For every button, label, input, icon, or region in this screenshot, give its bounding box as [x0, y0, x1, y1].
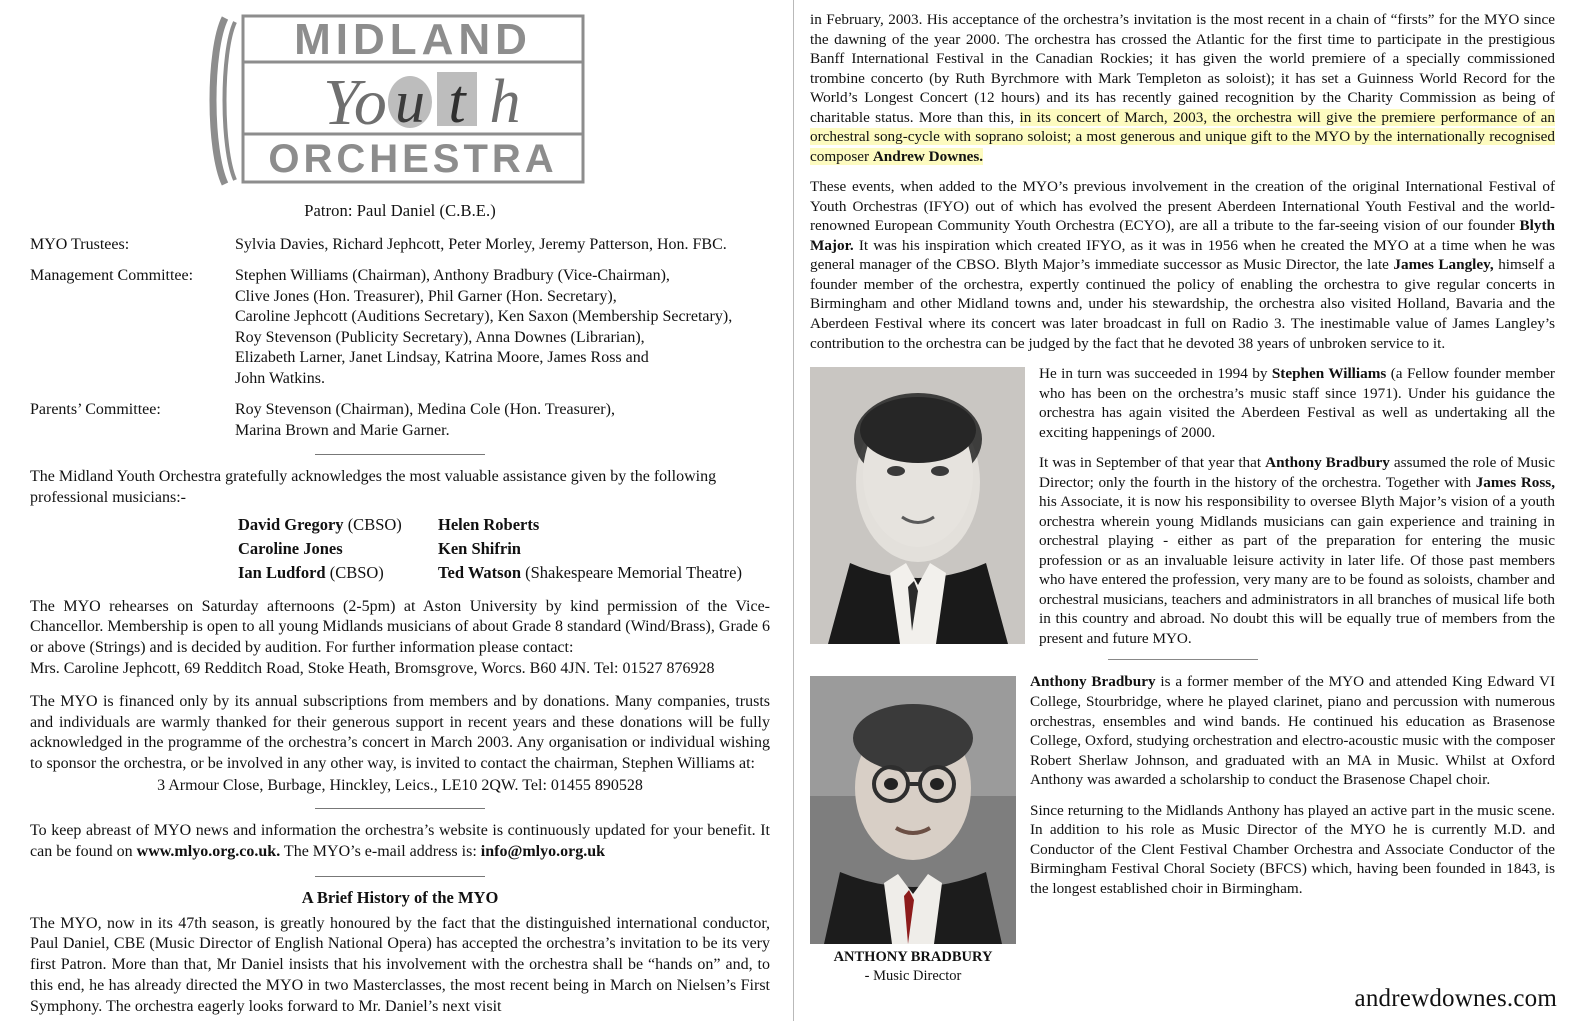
musician-row: [30, 537, 770, 561]
acknowledgement-paragraph: The Midland Youth Orchestra gratefully acknowledges the most valuable assistance given by the following professional musicians:-: [30, 468, 717, 507]
committee-member-line: John Watkins.: [235, 369, 325, 387]
chairman-address: 3 Armour Close, Burbage, Hinckley, Leics., LE10 2QW. Tel: 01455 890528: [157, 776, 643, 794]
founder-text-c: himself a founder member of the orchestra, expertly continued the policy of enabling the orchestra to give regular concerts in Birmingham and other Midland towns and, under his stewardship, the orchestra also visited Holland, Bavaria and the Aberdeen Festival where its concert was later broadcast in full on Radio 3. The inestimable value of James Langley’s contribution to the orchestra can be judged by the fact that he devoted 38 years of unbroken service to it.: [810, 256, 1556, 352]
bradbury-bio-text: is a former member of the MYO and attended King Edward VI College, Stourbridge, where he played clarinet, piano and percussion with numerous orchestras, ensembles and wind bands. He continued his education as Brasenose College, Oxford, studying orchestration and electro-acoustic music with the composer Robert Sherlaw Johnson, and graduated with an MA in Music. Whilst at Oxford Anthony was awarded a scholarship to conduct the Brasenose Chapel choir.: [1030, 673, 1555, 789]
anthony-bradbury-name: Anthony Bradbury: [1265, 454, 1390, 472]
finance-paragraph: The MYO is financed only by its annual subscriptions from members and by donations. Many companies, trusts and individuals are warmly thanked for their generous support in recent years and these donations will be fully acknowledged in the programme of the orchestra’s concert in March 2003. Any organisation or individual wishing to sponsor the orchestra, or be involved in any other way, is invited to contact the chairman, Stephen Williams at:: [30, 692, 770, 773]
section-divider: [315, 876, 485, 877]
paragraph-bradbury-midlands: Since returning to the Midlands Anthony has played an active part in the music scene. In addition to his role as Music Director of the MYO he is currently M.D. and Conductor of the Clent Festival Chamber Orchestra and Associate Conductor of the Birmingham Festival Choral Society (BFCS) which, having been founded in 1843, is the longest established choir in Birmingham.: [1030, 801, 1555, 897]
musician-suffix: (CBSO): [343, 514, 402, 534]
svg-text:MIDLAND: MIDLAND: [294, 15, 532, 64]
paragraph-firsts: [810, 10, 1555, 166]
musician-name: Ian Ludford: [238, 562, 326, 582]
founder-text-b: It was his inspiration which created IFYO, as it was in 1956 when he created the MYO at a time when he was general manager of the CBSO. Blyth Major’s immediate successor as Music Director, the late: [810, 236, 1555, 274]
musician-cell: [238, 561, 438, 585]
footer-website[interactable]: andrewdownes.com: [1354, 985, 1557, 1012]
musician-name: David Gregory: [238, 514, 344, 534]
founder-name: Blyth Major.: [810, 217, 1555, 254]
musician-row: [30, 561, 770, 585]
anthony-bradbury-name: Anthony Bradbury: [1030, 673, 1156, 691]
committee-member-line: Elizabeth Larner, Janet Lindsay, Katrina Moore, James Ross and: [235, 349, 649, 367]
succession-text-b: (a Fellow founder member who has been on the orchestra’s music staff since 1971). Under his guidance the orchestra has again visited the Aberdeen Festival as well as undertaking all the exciting happenings of 2000.: [1039, 365, 1555, 441]
musician-name: Ted Watson: [438, 562, 521, 582]
website-url[interactable]: www.mlyo.org.co.uk.: [136, 842, 281, 860]
anthony-bradbury-caption-name: ANTHONY BRADBURY: [833, 949, 993, 966]
paragraph-firsts-text: in February, 2003. His acceptance of the orchestra’s invitation is the most recent in a chain of “firsts” for the MYO since the dawning of the year 2000. The orchestra has crossed the Atlantic for the first time to participate in the prestigious Banff International Festival in the Canadian Rockies; it has given the world premiere of a specially commissioned trombine concerto (by Ruth Byrchmore with Mark Templeton as soloist); it has set a Guinness World Record for the World’s Longest Concert (12 hours) and its has recently gained recognition by the Charity Commission as being of charitable status. More than this,: [810, 11, 1555, 126]
founder-text-a: These events, when added to the MYO’s previous involvement in the creation of the original International Festival of Youth Orchestras (IFYO) out of which has evolved the present Aberdeen International Youth Festival and the world-renowned European Community Youth Orchestra (ECYO), are all a tribute to the far-seeing vision of our founder: [810, 178, 1555, 235]
music-director-text-b: assumed the role of Music Director; only the fourth in the history of the orchestra. Together with: [1039, 454, 1555, 491]
column-divider: [793, 0, 794, 1021]
musician-cell: [438, 513, 770, 537]
section-divider: [315, 454, 485, 455]
committee-members: [235, 266, 770, 389]
email-address[interactable]: info@mlyo.org.uk: [480, 842, 605, 860]
committee-row-trustees: [30, 235, 770, 255]
svg-text:h: h: [489, 68, 521, 136]
committee-members: [235, 400, 770, 441]
committee-members: [235, 235, 770, 255]
james-langley-name: James Langley,: [1393, 256, 1494, 274]
committee-member-line: Caroline Jephcott (Auditions Secretary), Ken Saxon (Membership Secretary),: [235, 308, 733, 326]
brief-history-title: A Brief History of the MYO: [301, 887, 499, 907]
patron-line: Patron: Paul Daniel (C.B.E.): [304, 201, 496, 220]
svg-text:u: u: [395, 69, 425, 135]
anthony-bradbury-caption-role: - Music Director: [864, 968, 962, 985]
musician-cell: [438, 537, 770, 561]
committee-label: MYO Trustees:: [30, 236, 130, 253]
rehearsal-contact: Mrs. Caroline Jephcott, 69 Redditch Road, Stoke Heath, Bromsgrove, Worcs. B60 4JN. Tel: 01527 876928: [30, 659, 715, 677]
musician-suffix: (Shakespeare Memorial Theatre): [521, 562, 742, 582]
rehearsal-paragraph: The MYO rehearses on Saturday afternoons (2-5pm) at Aston University by kind permission of the Vice-Chancellor. Membership is open to all young Midlands musicians of about Grade 8 standard (Wind/Brass), Grade 6 or above (Strings) and is decided by audition. For further information please contact:: [30, 597, 770, 657]
right-column: [800, 0, 1575, 1021]
musician-cell: [438, 561, 770, 585]
committee-member-line: Marina Brown and Marie Garner.: [235, 421, 450, 439]
section-divider: [1108, 659, 1258, 660]
musician-name: Helen Roberts: [438, 514, 540, 534]
music-director-text-a: It was in September of that year that: [1039, 454, 1266, 472]
website-text-a: To keep abreast of MYO news and information the orchestra’s website is continuously updated for your benefit. It can be found on: [30, 821, 770, 860]
anthony-bradbury-photo: [810, 676, 1016, 944]
musician-cell: [238, 537, 438, 561]
composer-name: Andrew Downes.: [872, 147, 984, 165]
stephen-williams-name: Stephen Williams: [1271, 365, 1387, 383]
succession-text-a: He in turn was succeeded in 1994 by: [1039, 365, 1272, 383]
music-director-text-c: his Associate, it is now his responsibility to oversee Blyth Major’s vision of a youth orchestra wherein young Midlands musicians can gain experience and training in orchestral playing - either as part of the preparation for entering the music profession or as an invaluable leisure activity in later life. Of those past members who have entered the profession, very many are to be found as soloists, chamber and orchestral musicians, teachers and administrators in all branches of musical life both in this country and abroad. No doubt this will be equally true of members from the present and future MYO.: [1039, 493, 1555, 647]
paragraph-founder-intro: [810, 177, 1555, 353]
svg-text:Yo: Yo: [323, 66, 387, 139]
committee-member-line: Roy Stevenson (Chairman), Medina Cole (Hon. Treasurer),: [235, 401, 615, 419]
musician-cell: [238, 513, 438, 537]
logo-container: [30, 6, 770, 197]
professional-musicians-list: [30, 513, 770, 585]
musician-name: Caroline Jones: [238, 538, 343, 558]
committee-member-line: Stephen Williams (Chairman), Anthony Bradbury (Vice-Chairman),: [235, 267, 670, 285]
committee-label: Parents’ Committee:: [30, 401, 161, 419]
highlighted-text: in its concert of March, 2003, the orchestra will give the premiere performance of an orchestral song-cycle with soprano soloist; a most generous and unique gift to the MYO by the internationally recognised composer: [810, 108, 1556, 165]
website-text-b: The MYO’s e-mail address is:: [280, 842, 481, 860]
committee-row-parents: [30, 400, 770, 441]
myo-logo: [205, 10, 595, 192]
musician-suffix: (CBSO): [325, 562, 384, 582]
committee-row-management: [30, 266, 770, 389]
musician-row: [30, 513, 770, 537]
committee-list: [30, 235, 770, 441]
website-paragraph: [30, 821, 770, 863]
svg-text:ORCHESTRA: ORCHESTRA: [268, 137, 558, 181]
committee-label: Management Committee:: [30, 267, 194, 285]
blyth-major-photo: [810, 367, 1025, 644]
committee-member-line: Clive Jones (Hon. Treasurer), Phil Garner (Hon. Secretary),: [235, 287, 617, 305]
committee-member-line: Sylvia Davies, Richard Jephcott, Peter Morley, Jeremy Patterson, Hon. FBC.: [235, 236, 727, 253]
james-ross-name: James Ross,: [1475, 473, 1555, 491]
anthony-bradbury-caption: [810, 948, 1016, 985]
svg-text:t: t: [448, 68, 466, 136]
musician-name: Ken Shifrin: [438, 538, 521, 558]
history-paragraph: The MYO, now in its 47th season, is greatly honoured by the fact that the distinguished international conductor, Paul Daniel, CBE (Music Director of English National Opera) has accepted the orchestra’s invitation to be its very first Patron. More than that, Mr Daniel insists that his involvement with the orchestra shall be “hands on” and, to this end, he has already directed the MYO in two Masterclasses, the most recent being in March on Nielsen’s First Symphony. The orchestra eagerly looks forward to Mr. Daniel’s next visit: [30, 914, 770, 1015]
committee-member-line: Roy Stevenson (Publicity Secretary), Anna Downes (Librarian),: [235, 328, 645, 346]
section-divider: [315, 808, 485, 809]
